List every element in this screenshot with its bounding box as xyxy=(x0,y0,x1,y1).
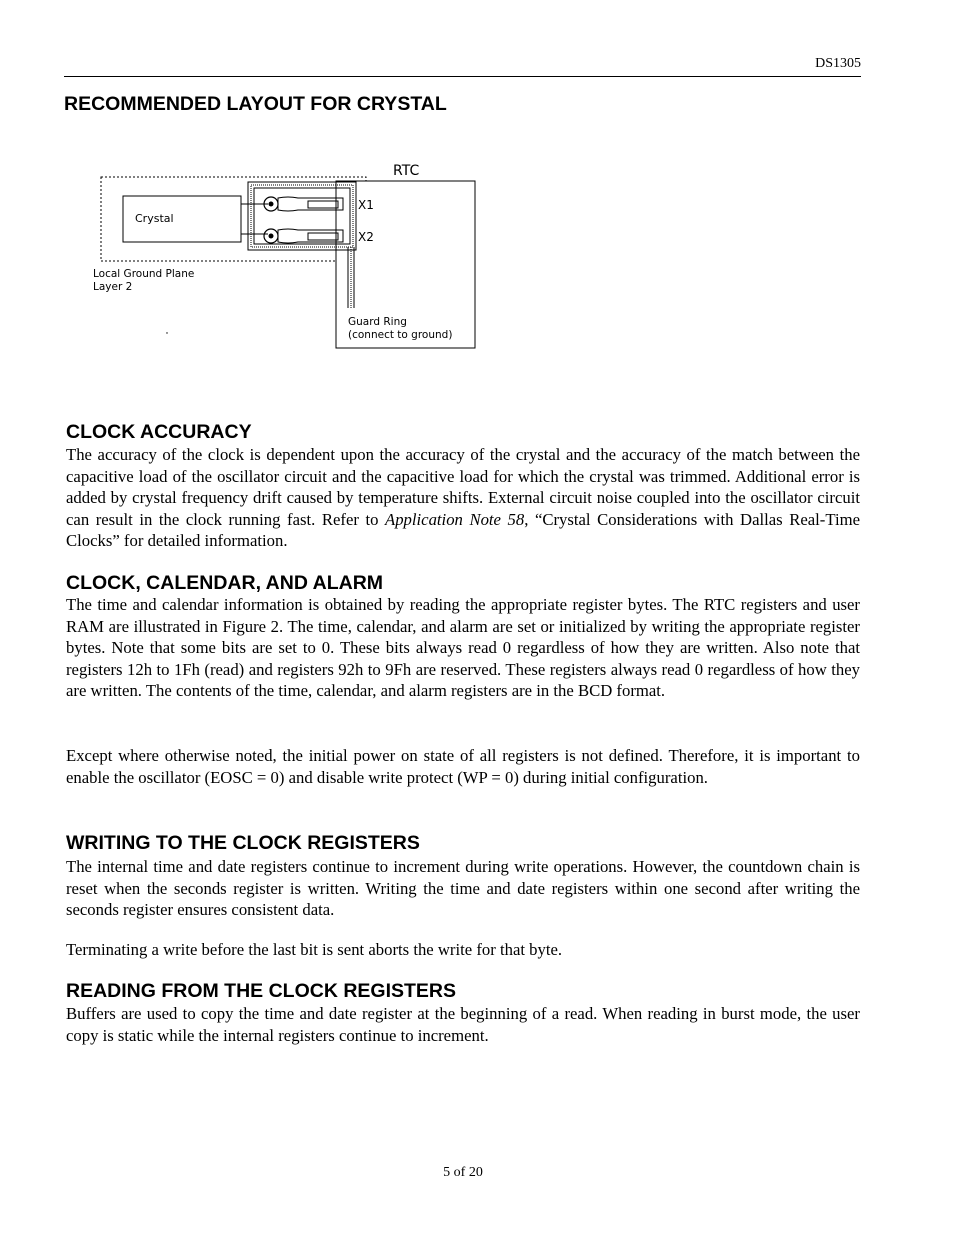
calendar-paragraph-2: Except where otherwise noted, the initial power on state of all registers is not defined. Therefore, it is important to enable the oscillator (EOSC = 0) and disable write protect (WP = 0) during initial configuration. xyxy=(66,746,860,787)
crystal-label: Crystal xyxy=(135,212,174,225)
writing-paragraph-2: Terminating a write before the last bit is sent aborts the write for that byte. xyxy=(66,940,563,959)
app-note-reference: Application Note 58 xyxy=(385,509,525,529)
section-title-writing-registers: WRITING TO THE CLOCK REGISTERS xyxy=(66,832,420,854)
crystal-layout-diagram xyxy=(88,156,488,356)
calendar-paragraph-1: The time and calendar information is obtained by reading the appropriate register bytes. The RTC registers and user RAM are illustrated in Figure 2. The time, calendar, and alarm are set or initialized by writing the appropriate register bytes. Note that some bits are set to 0. These bits always read 0 regardless of how they are written. Also note that registers 12h to 1Fh (read) and registers 92h to 9Fh are reserved. These registers always read 0 regardless of how they are written. The contents of the time, calendar, and alarm registers are in the BCD format. xyxy=(66,595,860,701)
section-title-reading-registers: READING FROM THE CLOCK REGISTERS xyxy=(66,980,457,1002)
page-number: 5 of 20 xyxy=(443,1165,483,1180)
ground-plane-label-line1: Local Ground Plane xyxy=(93,268,195,280)
guard-ring-label-line1: Guard Ring xyxy=(348,316,407,328)
guard-ring-label-line2: (connect to ground) xyxy=(348,329,453,341)
reading-paragraph-1: Buffers are used to copy the time and date register at the beginning of a read. When reading in burst mode, the user copy is static while the internal registers continue to increment. xyxy=(66,1004,860,1045)
section-title-clock-calendar-alarm: CLOCK, CALENDAR, AND ALARM xyxy=(66,572,384,594)
rtc-label: RTC xyxy=(393,163,420,179)
ground-plane-label-line2: Layer 2 xyxy=(93,281,133,293)
writing-paragraph-1: The internal time and date registers continue to increment during write operations. However, the countdown chain is reset when the seconds register is written. Writing the time and date registers within one second after writing the seconds register ensures consistent data. xyxy=(66,857,860,920)
clock-accuracy-paragraph: The accuracy of the clock is dependent upon the accuracy of the crystal and the accuracy of the match between the capacitive load of the oscillator circuit and the capacitive load for which the crystal was trimmed. Additional error is added by crystal frequency drift caused by temperature shifts. External circuit noise coupled into the oscillator circuit can result in the clock running fast. Refer to Application Note 58, “Crystal Considerations with Dallas Real-Time Clocks” for detailed information. xyxy=(66,445,860,551)
x1-label: X1 xyxy=(358,198,374,212)
section-title-layout: RECOMMENDED LAYOUT FOR CRYSTAL xyxy=(64,93,447,115)
header-rule xyxy=(64,76,861,77)
document-code: DS1305 xyxy=(815,56,861,71)
section-title-clock-accuracy: CLOCK ACCURACY xyxy=(66,421,252,443)
x2-label: X2 xyxy=(358,230,374,244)
